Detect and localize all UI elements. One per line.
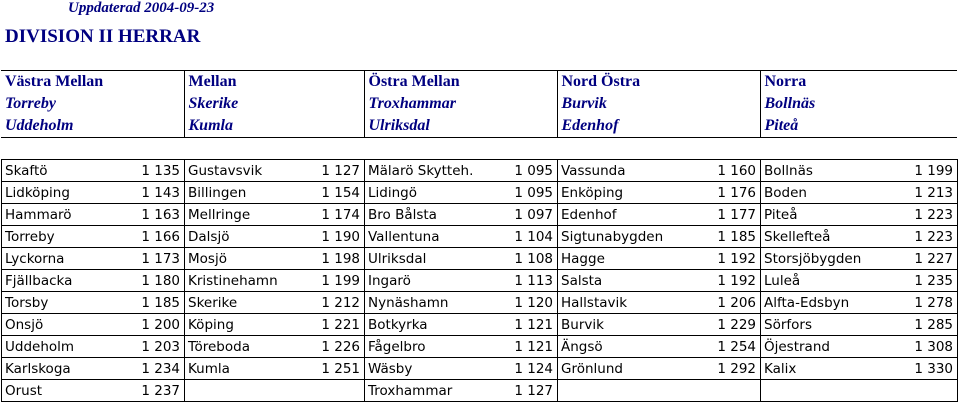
club-name: Uddeholm — [5, 338, 75, 355]
club-name: Skellefteå — [764, 228, 831, 245]
club-name: Skaftö — [5, 162, 48, 179]
club-name: Vallentuna — [368, 228, 440, 245]
result-cell — [761, 336, 958, 358]
club-score: 1 173 — [141, 250, 180, 267]
page-title: DIVISION II HERRAR — [5, 26, 201, 47]
result-cell — [365, 380, 558, 402]
table-row — [2, 160, 958, 182]
club-score: 1 308 — [914, 338, 953, 355]
club-score: 1 199 — [321, 272, 360, 289]
club-name: Sigtunabygden — [561, 228, 664, 245]
club-name: Botkyrka — [368, 316, 428, 333]
club-score: 1 176 — [717, 184, 756, 201]
table-row — [2, 380, 958, 402]
result-cell — [365, 182, 558, 204]
club-name: Ulriksdal — [368, 250, 427, 267]
club-name: Bro Bålsta — [368, 206, 437, 223]
table-row — [2, 336, 958, 358]
club-name: Mosjö — [188, 250, 227, 267]
result-cell — [365, 226, 558, 248]
club-score: 1 198 — [321, 250, 360, 267]
result-cell — [558, 226, 761, 248]
group-team: Piteå — [760, 115, 957, 138]
club-score: 1 180 — [141, 272, 180, 289]
result-cell — [185, 314, 365, 336]
club-name: Dalsjö — [188, 228, 230, 245]
club-score: 1 127 — [321, 162, 360, 179]
club-name: Alfta-Edsbyn — [764, 294, 850, 311]
result-cell — [558, 292, 761, 314]
club-name: Bollnäs — [764, 162, 813, 179]
result-cell — [365, 336, 558, 358]
club-score: 1 235 — [914, 272, 953, 289]
result-cell — [185, 248, 365, 270]
club-score: 1 185 — [717, 228, 756, 245]
club-score: 1 127 — [514, 382, 553, 399]
table-row — [2, 292, 958, 314]
club-name: Ingarö — [368, 272, 411, 289]
table-row — [2, 182, 958, 204]
club-score: 1 190 — [321, 228, 360, 245]
club-name: Karlskoga — [5, 360, 71, 377]
result-cell — [2, 380, 185, 402]
club-score: 1 221 — [321, 316, 360, 333]
club-name: Mellringe — [188, 206, 251, 223]
result-cell — [2, 226, 185, 248]
club-name: Gustavsvik — [188, 162, 263, 179]
club-score: 1 200 — [141, 316, 180, 333]
club-name: Wäsby — [368, 360, 413, 377]
result-cell — [558, 314, 761, 336]
club-score: 1 213 — [914, 184, 953, 201]
result-cell — [558, 358, 761, 380]
group-team: Skerike — [184, 93, 364, 115]
club-name: Troxhammar — [368, 382, 453, 399]
result-cell — [365, 270, 558, 292]
club-score: 1 237 — [141, 382, 180, 399]
club-score: 1 223 — [914, 206, 953, 223]
club-score: 1 166 — [141, 228, 180, 245]
table-row — [2, 204, 958, 226]
result-cell — [761, 226, 958, 248]
group-team: Troxhammar — [364, 93, 557, 115]
updated-date: Uppdaterad 2004-09-23 — [68, 0, 215, 16]
club-score: 1 206 — [717, 294, 756, 311]
table-row — [2, 226, 958, 248]
group-names-row — [1, 71, 957, 94]
table-row — [2, 270, 958, 292]
club-score: 1 203 — [141, 338, 180, 355]
group-team: Ulriksdal — [364, 115, 557, 138]
result-cell — [2, 270, 185, 292]
club-score: 1 226 — [321, 338, 360, 355]
club-name: Torreby — [5, 228, 55, 245]
club-score: 1 120 — [514, 294, 553, 311]
club-score: 1 160 — [717, 162, 756, 179]
result-cell — [558, 204, 761, 226]
club-score: 1 163 — [141, 206, 180, 223]
result-cell — [185, 358, 365, 380]
club-name: Kalix — [764, 360, 797, 377]
group-name: Västra Mellan — [1, 71, 184, 94]
club-name: Boden — [764, 184, 807, 201]
result-cell — [558, 248, 761, 270]
result-cell — [2, 314, 185, 336]
club-score: 1 192 — [717, 250, 756, 267]
club-name: Fågelbro — [368, 338, 426, 355]
club-name: Ängsö — [561, 338, 603, 355]
club-name: Billingen — [188, 184, 247, 201]
club-name: Mälarö Skytteh. — [368, 162, 474, 179]
club-name: Orust — [5, 382, 43, 399]
result-cell — [2, 358, 185, 380]
club-score: 1 154 — [321, 184, 360, 201]
result-cell — [185, 204, 365, 226]
club-name: Lidköping — [5, 184, 70, 201]
result-cell — [761, 248, 958, 270]
club-name: Salsta — [561, 272, 603, 289]
club-score: 1 254 — [717, 338, 756, 355]
club-name: Grönlund — [561, 360, 623, 377]
club-name: Hallstavik — [561, 294, 628, 311]
club-name: Edenhof — [561, 206, 617, 223]
result-cell — [2, 248, 185, 270]
groups-header-table — [1, 70, 957, 138]
club-score: 1 121 — [514, 338, 553, 355]
group-name: Norra — [760, 71, 957, 94]
club-name: Köping — [188, 316, 234, 333]
group-team: Burvik — [557, 93, 760, 115]
club-name: Lidingö — [368, 184, 417, 201]
club-name: Burvik — [561, 316, 604, 333]
club-score: 1 121 — [514, 316, 553, 333]
club-name: Töreboda — [188, 338, 250, 355]
result-cell — [2, 182, 185, 204]
result-cell — [185, 292, 365, 314]
result-cell — [761, 204, 958, 226]
club-score: 1 212 — [321, 294, 360, 311]
club-name: Luleå — [764, 272, 801, 289]
result-cell — [761, 380, 958, 402]
result-cell — [761, 314, 958, 336]
result-cell — [558, 270, 761, 292]
club-score: 1 095 — [514, 162, 553, 179]
club-name: Kristinehamn — [188, 272, 278, 289]
club-name: Storsjöbygden — [764, 250, 862, 267]
result-cell — [2, 336, 185, 358]
result-cell — [365, 292, 558, 314]
result-cell — [2, 204, 185, 226]
result-cell — [761, 182, 958, 204]
club-score: 1 251 — [321, 360, 360, 377]
group-team: Torreby — [5, 95, 56, 112]
group-team: Uddeholm — [1, 115, 184, 138]
club-score: 1 227 — [914, 250, 953, 267]
result-cell — [558, 160, 761, 182]
result-cell — [558, 380, 761, 402]
result-cell — [558, 336, 761, 358]
club-name: Hagge — [561, 250, 605, 267]
club-score: 1 229 — [717, 316, 756, 333]
club-score: 1 330 — [914, 360, 953, 377]
result-cell — [2, 292, 185, 314]
result-cell — [185, 336, 365, 358]
club-name: Nynäshamn — [368, 294, 449, 311]
club-name: Torsby — [5, 294, 49, 311]
group-name: Nord Östra — [557, 71, 760, 94]
club-score: 1 185 — [141, 294, 180, 311]
result-cell — [185, 182, 365, 204]
club-score: 1 135 — [141, 162, 180, 179]
group-team2-row — [1, 115, 957, 138]
table-row — [2, 314, 958, 336]
club-name: Enköping — [561, 184, 624, 201]
club-score: 1 113 — [514, 272, 553, 289]
group-name: Östra Mellan — [364, 71, 557, 94]
result-cell — [365, 358, 558, 380]
club-score: 1 174 — [321, 206, 360, 223]
club-score: 1 234 — [141, 360, 180, 377]
table-row — [2, 248, 958, 270]
club-name: Vassunda — [561, 162, 626, 179]
result-cell — [365, 314, 558, 336]
club-score: 1 223 — [914, 228, 953, 245]
club-name: Kumla — [188, 360, 230, 377]
group-team: Kumla — [184, 115, 364, 138]
club-name: Sörfors — [764, 316, 812, 333]
group-team1-row — [1, 93, 957, 115]
club-score: 1 199 — [914, 162, 953, 179]
result-cell — [761, 160, 958, 182]
club-score: 1 143 — [141, 184, 180, 201]
result-cell — [365, 160, 558, 182]
club-score: 1 124 — [514, 360, 553, 377]
club-name: Piteå — [764, 206, 798, 223]
result-cell — [185, 160, 365, 182]
club-name: Hammarö — [5, 206, 72, 223]
club-name: Öjestrand — [764, 338, 830, 355]
result-cell — [761, 358, 958, 380]
club-score: 1 104 — [514, 228, 553, 245]
result-cell — [365, 248, 558, 270]
result-cell — [185, 226, 365, 248]
club-score: 1 278 — [914, 294, 953, 311]
club-score: 1 177 — [717, 206, 756, 223]
result-cell — [2, 160, 185, 182]
result-cell — [761, 270, 958, 292]
club-score: 1 097 — [514, 206, 553, 223]
club-score: 1 192 — [717, 272, 756, 289]
club-name: Lyckorna — [5, 250, 65, 267]
result-cell — [558, 182, 761, 204]
results-table — [1, 159, 958, 402]
table-row — [2, 358, 958, 380]
club-name: Skerike — [188, 294, 238, 311]
result-cell — [185, 380, 365, 402]
group-name: Mellan — [184, 71, 364, 94]
club-name: Onsjö — [5, 316, 44, 333]
club-score: 1 292 — [717, 360, 756, 377]
result-cell — [761, 292, 958, 314]
result-cell — [185, 270, 365, 292]
group-team: Edenhof — [557, 115, 760, 138]
club-score: 1 108 — [514, 250, 553, 267]
club-name: Fjällbacka — [5, 272, 73, 289]
club-score: 1 095 — [514, 184, 553, 201]
result-cell — [365, 204, 558, 226]
club-score: 1 285 — [914, 316, 953, 333]
group-team: Bollnäs — [760, 93, 957, 115]
